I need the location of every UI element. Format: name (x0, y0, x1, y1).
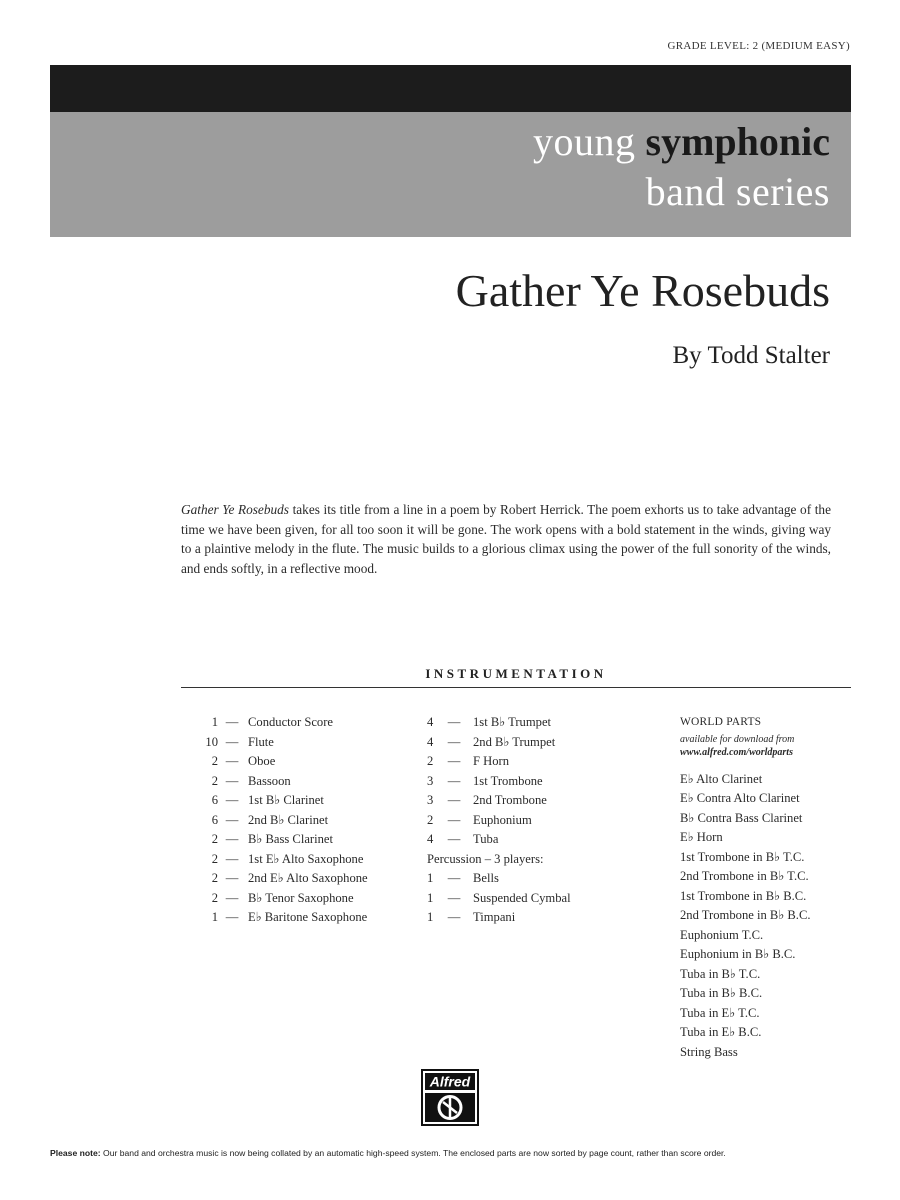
world-part-item: Tuba in B♭ B.C. (680, 986, 763, 1000)
instrument-quantity: 1 (427, 890, 434, 905)
instrument-quantity: 2 (211, 773, 218, 788)
instrument-dash: — (225, 910, 239, 924)
instrument-name: E♭ Baritone Saxophone (248, 910, 368, 924)
instrument-row (190, 889, 368, 909)
instrument-name: Conductor Score (248, 715, 333, 729)
instrument-name: Tuba (473, 832, 499, 846)
instrument-column-2 (427, 713, 571, 928)
instrument-row (427, 772, 571, 792)
instrument-quantity: 2 (427, 754, 434, 768)
alfred-logo-icon (421, 1069, 479, 1126)
instrument-name: 2nd E♭ Alto Saxophone (248, 871, 368, 885)
alfred-logo-text: Alfred (429, 1073, 471, 1090)
instrument-quantity: 6 (211, 793, 218, 807)
world-part-item: E♭ Horn (680, 830, 723, 844)
instrument-row (427, 869, 571, 889)
world-parts-subtitle: available for download from (680, 733, 795, 745)
footer-note-label: Please note: (50, 1148, 101, 1158)
instrument-name: Timpani (473, 910, 516, 924)
description-text: takes its title from a line in a poem by Robert Herrick. The poem exhorts us to take advantage of the time we have been given, for all too soon it will be gone. The work opens with a bold statement in the winds, giving way to a plaintive melody in the flute. The music builds to a glorious climax using the power of the full sonority of the winds, and ends softly, in a reflective mood. (181, 502, 831, 576)
instrument-dash: — (447, 754, 461, 768)
instrument-quantity: 3 (427, 793, 434, 807)
instrument-dash: — (225, 715, 239, 729)
world-part-item: E♭ Contra Alto Clarinet (680, 791, 800, 805)
instrument-quantity: 4 (427, 715, 434, 729)
world-part-item: 1st Trombone in B♭ B.C. (680, 888, 807, 903)
instrument-row (190, 713, 368, 733)
world-part-item: 2nd Trombone in B♭ T.C. (680, 869, 809, 883)
instrument-row (190, 752, 368, 772)
alfred-logo (421, 1069, 479, 1126)
instrument-dash: — (447, 734, 461, 749)
world-parts-title: WORLD PARTS (680, 716, 762, 728)
instrument-row (427, 733, 571, 753)
instrument-dash: — (447, 871, 461, 885)
world-part-item: 2nd Trombone in B♭ B.C. (680, 908, 811, 922)
instrument-quantity: 6 (211, 812, 218, 827)
instrument-name: Flute (248, 734, 274, 749)
composer: By Todd Stalter (672, 342, 830, 369)
world-part-item: Tuba in E♭ B.C. (680, 1025, 762, 1039)
world-parts-column (680, 713, 860, 1062)
instrument-dash: — (447, 890, 461, 905)
world-part-item: Euphonium T.C. (680, 927, 764, 942)
instrument-dash: — (225, 890, 239, 905)
instrument-name: 1st B♭ Trumpet (473, 715, 552, 729)
instrument-quantity: 3 (427, 773, 434, 788)
instrument-quantity: 4 (427, 832, 434, 846)
instrument-quantity: 1 (427, 871, 434, 885)
instrument-name: 2nd B♭ Trumpet (473, 734, 556, 749)
footer-note-text: Our band and orchestra music is now being collated by an automatic high-speed system. The enclosed parts are now sorted by page count, rather than score order. (100, 1148, 726, 1158)
instrument-dash: — (447, 773, 461, 788)
instrument-quantity: 1 (211, 910, 218, 924)
instrument-dash: — (447, 910, 461, 924)
instrument-row (190, 772, 368, 792)
world-parts-url: www.alfred.com/worldparts (680, 746, 793, 758)
instrument-row (190, 830, 368, 850)
instrument-dash: — (225, 812, 239, 827)
instrument-row (427, 908, 571, 928)
instrument-quantity: 1 (427, 910, 434, 924)
instrument-quantity: 2 (211, 832, 218, 846)
instrument-dash: — (447, 793, 461, 807)
instrument-dash: — (225, 754, 239, 768)
instrument-dash: — (225, 793, 239, 807)
world-part-item: 1st Trombone in B♭ T.C. (680, 849, 805, 864)
instrument-row (190, 791, 368, 811)
instrument-name: 1st E♭ Alto Saxophone (248, 851, 364, 866)
instrument-row (190, 811, 368, 831)
instrument-name: 1st B♭ Clarinet (248, 793, 324, 807)
instrument-dash: — (225, 851, 239, 866)
world-parts-list (680, 770, 860, 1063)
instrument-row (427, 713, 571, 733)
instrument-row (427, 889, 571, 909)
footer-note (50, 1148, 852, 1158)
instrument-quantity: 10 (205, 734, 218, 749)
instrument-row (427, 752, 571, 772)
instrument-name: Suspended Cymbal (473, 890, 571, 905)
instrument-dash: — (447, 832, 461, 846)
instrument-row (427, 830, 571, 850)
series-symphonic: symphonic (645, 119, 830, 164)
series-young: young (533, 119, 636, 164)
description-italic-title: Gather Ye Rosebuds (181, 502, 289, 517)
instrument-quantity: 2 (211, 871, 218, 885)
instrument-name: B♭ Tenor Saxophone (248, 890, 354, 905)
instrument-dash: — (225, 832, 239, 846)
world-part-item: B♭ Contra Bass Clarinet (680, 810, 803, 825)
instrument-name: Euphonium (473, 812, 532, 827)
piece-title: Gather Ye Rosebuds (455, 265, 830, 316)
instrument-name: Bells (473, 871, 499, 885)
instrument-quantity: 2 (211, 890, 218, 905)
world-part-item: E♭ Alto Clarinet (680, 771, 763, 786)
instrument-row (190, 733, 368, 753)
instrument-quantity: 2 (427, 812, 434, 827)
instrument-quantity: 1 (211, 715, 218, 729)
instrument-name: B♭ Bass Clarinet (248, 832, 333, 846)
instrument-name: 2nd Trombone (473, 793, 547, 807)
instrument-dash: — (447, 812, 461, 827)
instrument-name: 1st Trombone (473, 773, 543, 788)
instrumentation-rule (181, 687, 851, 688)
instrument-quantity: 2 (211, 754, 218, 768)
instrument-column-1 (190, 713, 368, 928)
world-part-item: Euphonium in B♭ B.C. (680, 947, 796, 961)
instrument-name: 2nd B♭ Clarinet (248, 812, 329, 827)
instrument-row (190, 869, 368, 889)
description (181, 500, 831, 578)
instrument-name: F Horn (473, 754, 510, 768)
grade-level: GRADE LEVEL: 2 (MEDIUM EASY) (667, 40, 850, 52)
instrument-dash: — (447, 715, 461, 729)
series-title-line1 (533, 118, 830, 165)
world-part-item: Tuba in B♭ T.C. (680, 966, 761, 981)
instrument-row (190, 850, 368, 870)
instrument-dash: — (225, 773, 239, 788)
instrument-dash: — (225, 734, 239, 749)
world-part-item: String Bass (680, 1044, 738, 1059)
instrument-quantity: 2 (211, 851, 218, 866)
world-part-item: Tuba in E♭ T.C. (680, 1005, 760, 1020)
header-black-band (50, 65, 851, 112)
instrument-row (427, 811, 571, 831)
instrument-row (427, 791, 571, 811)
percussion-label: Percussion – 3 players: (427, 851, 544, 866)
instrument-name: Bassoon (248, 773, 291, 788)
instrument-row (190, 908, 368, 928)
instrumentation-heading: INSTRUMENTATION (425, 666, 607, 681)
instrument-name: Oboe (248, 754, 276, 768)
series-title-line2: band series (645, 169, 830, 214)
instrument-quantity: 4 (427, 734, 434, 749)
instrument-dash: — (225, 871, 239, 885)
